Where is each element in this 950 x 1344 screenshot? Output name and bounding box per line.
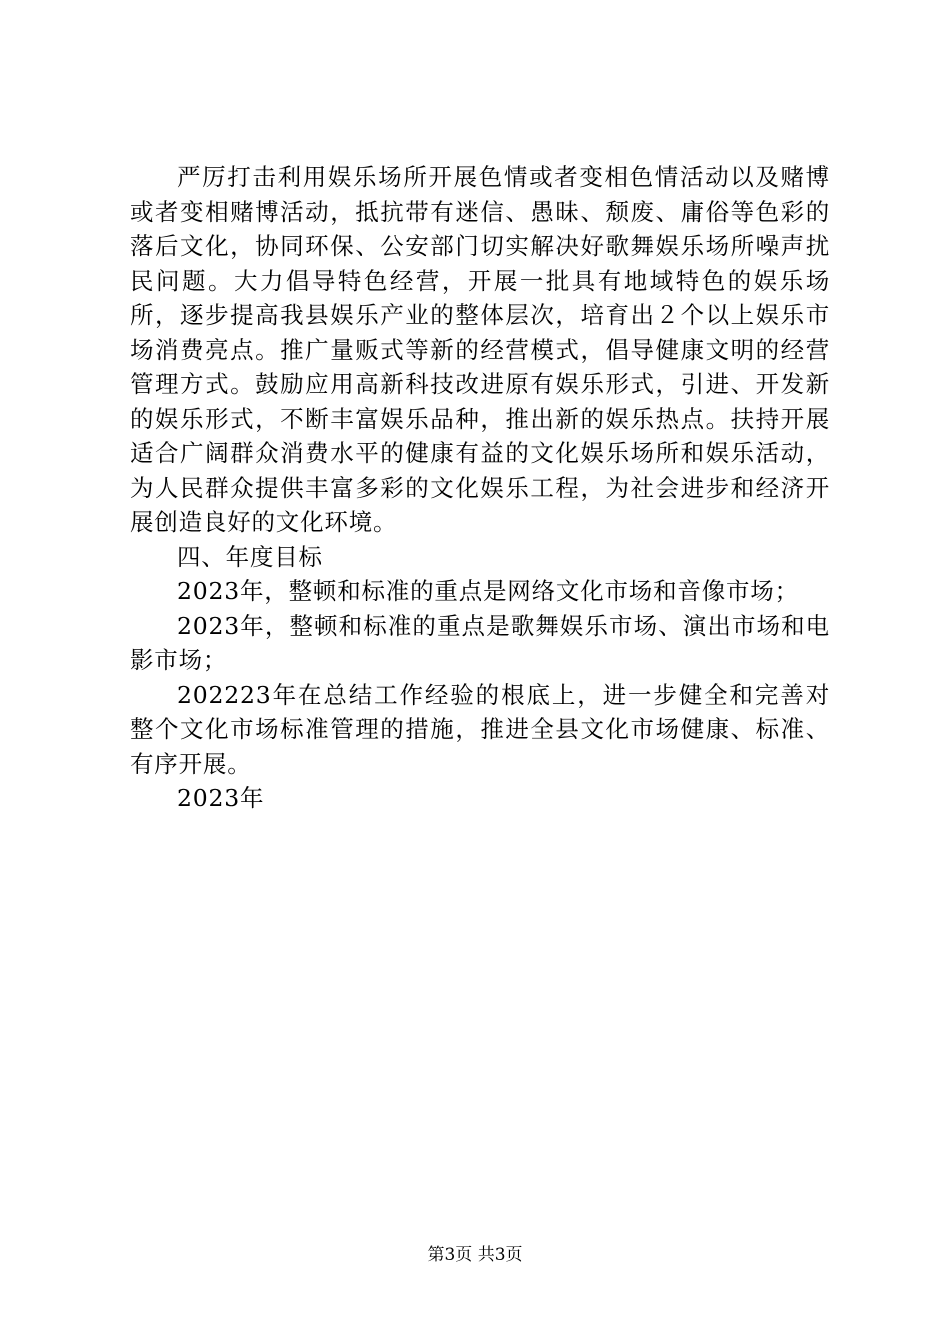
section-heading-annual-goals: 四、年度目标 [177, 542, 323, 571]
paragraph-entertainment-regulation: 严厉打击利用娱乐场所开展色情或者变相色情活动以及赌博或者变相赌博活动，抵抗带有迷信、愚昧、颓废、庸俗等色彩的落后文化，协同环保、公安部门切实解决好歌舞娱乐场所噪声扰民问题。大力倡导特色经营，开展一批具有地域特色的娱乐场所，逐步提高我县娱乐产业的整体层次，培育出２个以上娱乐市场消费亮点。推广量贩式等新的经营模式，倡导健康文明的经营管理方式。鼓励应用高新科技改进原有娱乐形式，引进、开发新的娱乐形式，不断丰富娱乐品种，推出新的娱乐热点。扶持开展适合广阔群众消费水平的健康有益的文化娱乐场所和娱乐活动，为人民群众提供丰富多彩的文化娱乐工程，为社会进步和经济开展创造良好的文化环境。 [130, 163, 830, 536]
page-number-footer: 第3页 共3页 [427, 1245, 523, 1265]
document-body [130, 160, 830, 816]
paragraph-goal-standard-management: 202223年在总结工作经验的根底上，进一步健全和完善对整个文化市场标准管理的措施，推进全县文化市场健康、标准、有序开展。 [130, 680, 830, 778]
paragraph-goal-song-dance-performance-film: 2023年，整顿和标准的重点是歌舞娱乐市场、演出市场和电影市场； [130, 611, 830, 674]
paragraph-goal-year: 2023年 [177, 784, 265, 812]
paragraph-goal-network-audio-video: 2023年，整顿和标准的重点是网络文化市场和音像市场； [177, 577, 799, 605]
